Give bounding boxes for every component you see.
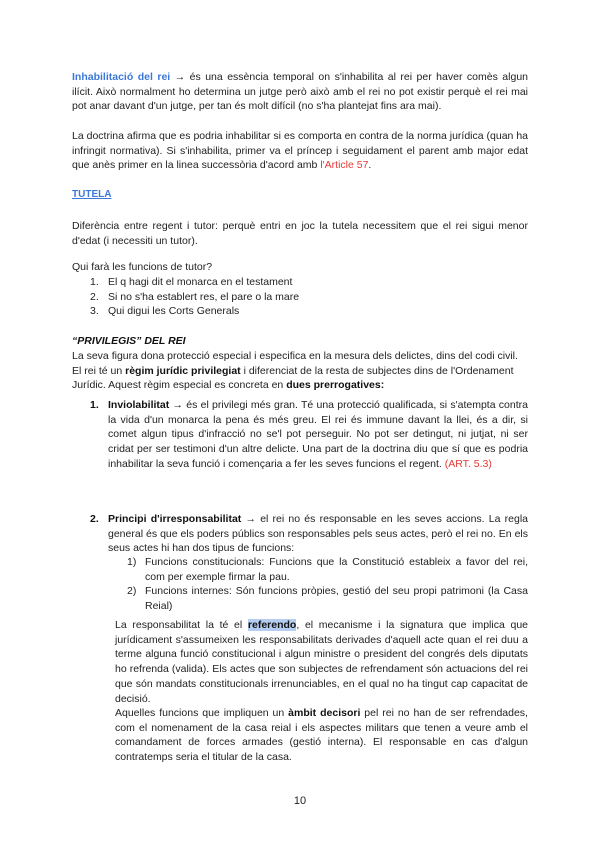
heading-privilegis: “PRIVILEGIS” DEL REI xyxy=(72,335,186,347)
paragraph-inhabilitacio xyxy=(72,70,528,114)
list-item xyxy=(90,275,293,290)
list-number: 3. xyxy=(90,305,99,317)
heading-tutela: TUTELA xyxy=(72,189,112,200)
term: àmbit decisori xyxy=(288,707,361,719)
text: La doctrina afirma que es podria inhabilitar si es comporta en contra de la norma jurídica (quan ha infringit normativa). Si s'inhabilita, primer va el príncep i seguidament el parent amb major edat que anès primer en la linea successòria d'acord amb xyxy=(72,130,528,172)
sublist-item xyxy=(127,584,528,613)
paragraph-privilegis xyxy=(72,349,528,393)
text: . xyxy=(368,159,372,172)
list-number: 1) xyxy=(127,556,137,568)
term: Inviolabilitat xyxy=(108,399,170,411)
bold-text: règim jurídic privilegiat xyxy=(125,364,241,377)
highlighted-term: referendo xyxy=(247,619,297,631)
list-item xyxy=(90,290,300,305)
list-text: El q hagi dit el monarca en el testament xyxy=(108,276,293,288)
sublist-item xyxy=(127,555,528,584)
text: Funcions internes: Són funcions pròpies, gestió del seu propi patrimoni (la Casa Reial) xyxy=(145,585,528,612)
page-number: 10 xyxy=(293,795,307,807)
list-item-inviolabilitat xyxy=(90,398,528,472)
list-item-irresponsabilitat xyxy=(90,512,529,556)
text: → és el privilegi més gran. Té una protecció qualificada, si s'atempta contra la vida d'un monarca la pena és més greu. El rei és immune davant la llei, és a dir, si comet algun tipus d'infracció no se'l pot perseguir. No pot ser detingut, ni jutjat, ni ser cridat per ser testimoni d'un altre delicte. Una part de la doctrina diu que sí que es podria inhabilitar la seva funció i començaria a fer les seves funcions el regent. xyxy=(108,399,528,470)
list-number: 2. xyxy=(90,291,99,303)
text: i diferenciat de la resta de subjectes dins de l'Ordenament Jurídic. Aquest règim especial es concreta en xyxy=(72,364,514,392)
text: → és una essència temporal on s'inhabilita al rei per haver comès algun ilícit. Això normalment ho determina un jutge però això amb el rei no pot existir perquè el rei mai pot anar davant d'un jutge, per tan és molt difícil (no s'ha plantejat fins ara mai). xyxy=(72,71,529,113)
term: Principi d'irresponsabilitat xyxy=(108,513,242,525)
list-number: 1. xyxy=(90,399,99,411)
article-reference: l'Article 57 xyxy=(320,159,369,172)
article-reference: (ART. 5.3) xyxy=(444,457,492,470)
text: Aquelles funcions que impliquen un xyxy=(115,707,289,719)
text: La responsabilitat la té el xyxy=(115,619,248,631)
text: → el rei no és responsable en les seves accions. La regla general és que els poders públics son responsables pels seus actes, però el rei no. En els seus actes hi han dos tipus de funcions: xyxy=(108,513,529,555)
paragraph-referendo xyxy=(115,618,528,706)
text: La seva figura dona protecció especial i especifica en la mesura dels delictes, dins del codi civil. El rei té un xyxy=(72,350,518,377)
term: Inhabilitació del rei xyxy=(72,71,171,83)
paragraph-tutela: Diferència entre regent i tutor: perquè entri en joc la tutela necessitem que el rei sigui menor d'edat (i necessiti un tutor). xyxy=(72,220,528,247)
text: , el mecanisme i la signatura que implica que jurídicament s'assumeixen les responsabilitats derivades d'aquell acte quan el rei duu a terme alguna funció constitucional i algun ministre o president del congrés dels diputats ho refrenda (valida). Els actes que son subjectes de refrendament són actuacions del rei que són mandats constitucionals irrenunciables, en el qual no ha tingut cap capacitat de decisió. xyxy=(115,619,528,705)
list-number: 2) xyxy=(127,585,137,597)
list-text: Qui digui les Corts Generals xyxy=(108,305,240,317)
list-number: 2. xyxy=(90,513,99,525)
text: Funcions constitucionals: Funcions que la Constitució estableix a favor del rei, com per exemple firmar la pau. xyxy=(145,556,528,583)
question: Qui farà les funcions de tutor? xyxy=(72,261,213,273)
list-text: Si no s'ha establert res, el pare o la mare xyxy=(108,291,300,303)
text: pel rei no han de ser refrendades, com el nomenament de la casa reial i els aspectes militars que tenen a veure amb el comandament de forces armades (gestió interna). El responsable en cas d'algun contratemps seria el titular de la casa. xyxy=(115,707,528,764)
paragraph-doctrina xyxy=(72,129,528,173)
paragraph-ambit-decisori xyxy=(115,706,528,765)
list-number: 1. xyxy=(90,276,99,288)
list-item xyxy=(90,304,240,319)
bold-text: dues prerrogatives: xyxy=(286,379,385,392)
